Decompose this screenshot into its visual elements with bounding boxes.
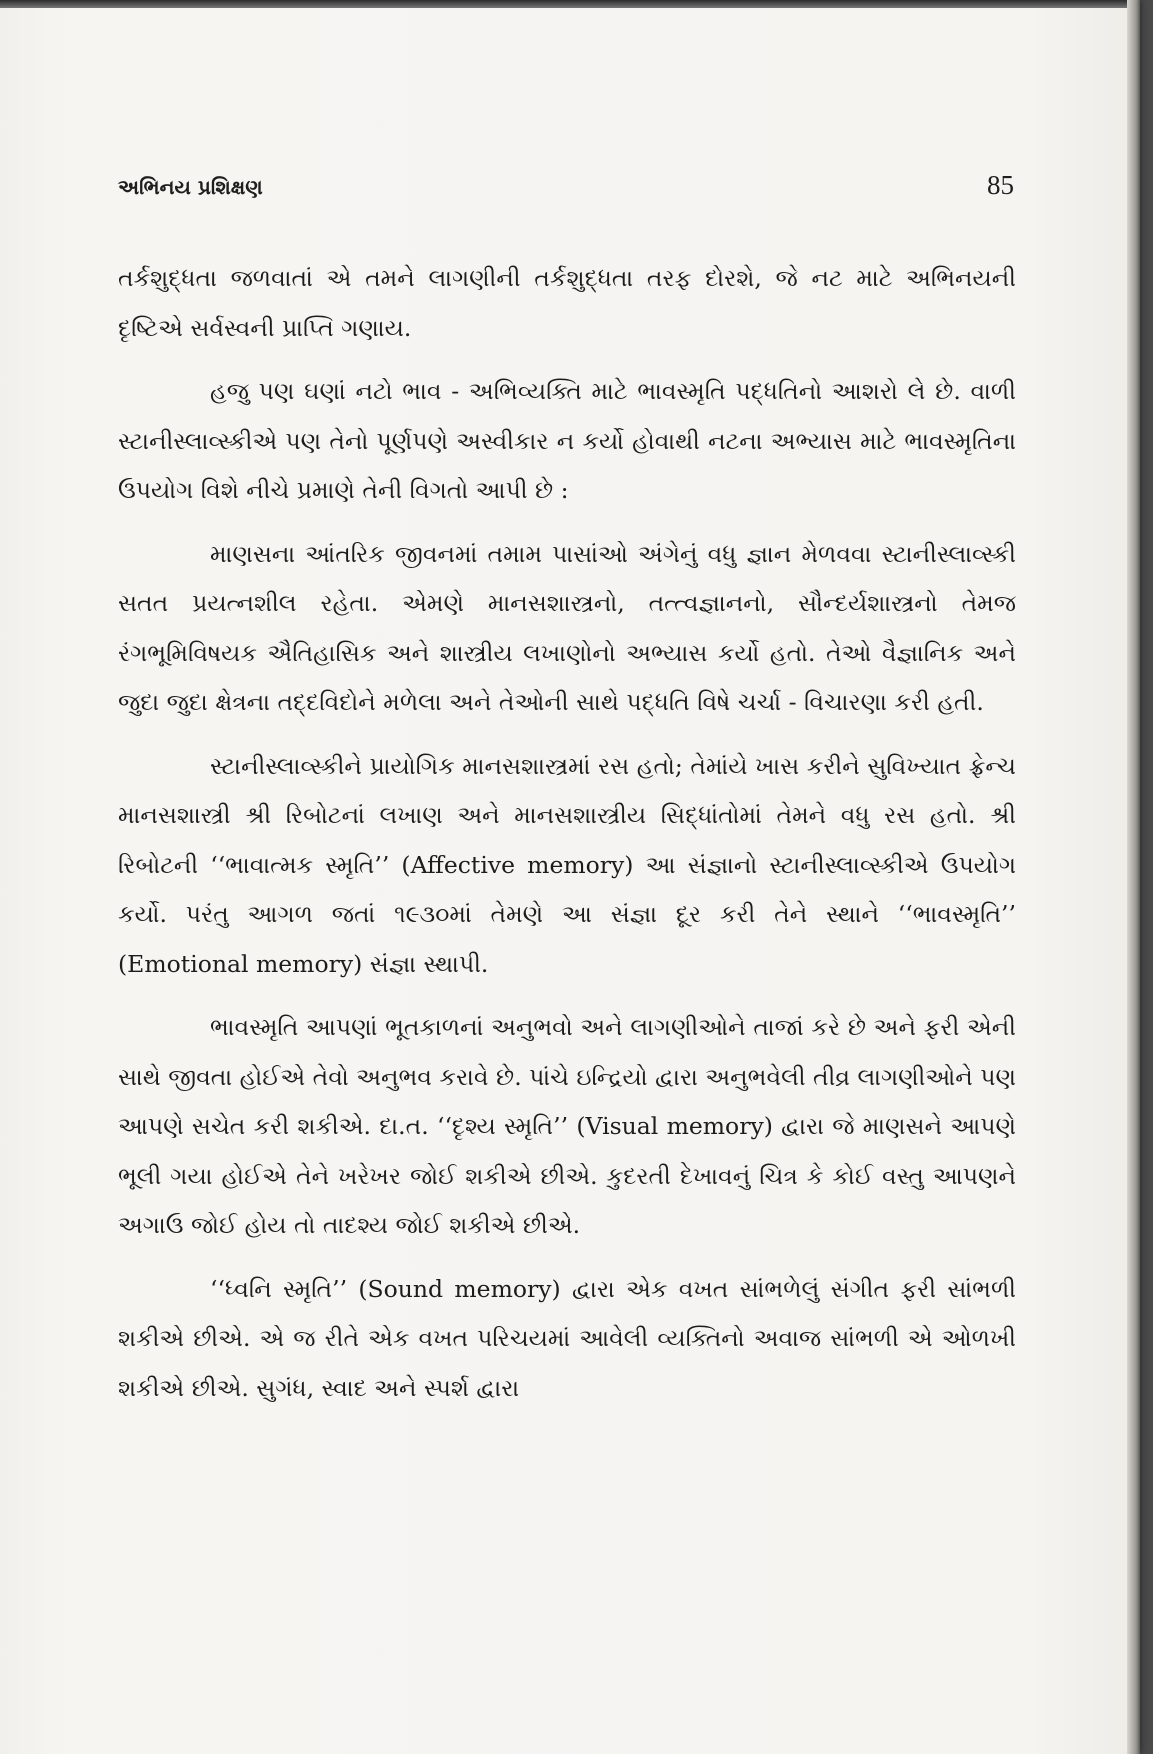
- paragraph-1: તર્કશુદ્ધતા જળવાતાં એ તમને લાગણીની તર્કશુદ્ધતા તરફ દોરશે, જે નટ માટે અભિનયની દૃષ્ટિએ સર્વસ્વની પ્રાપ્તિ ગણાય.: [118, 264, 1016, 342]
- paragraph-5: ભાવસ્મૃતિ આપણાં ભૂતકાળનાં અનુભવો અને લાગણીઓને તાજાં કરે છે અને ફરી એની સાથે જીવતા હોઈએ તેવો અનુભવ કરાવે છે. પાંચે ઇન્દ્રિયો દ્વારા અનુભવેલી તીવ્ર લાગણીઓને પણ આપણે સચેત કરી શકીએ. દા.ત. ‘‘દૃશ્ય સ્મૃતિ’’ (Visual memory) દ્વારા જે માણસને આપણે ભૂલી ગયા હોઈએ તેને ખરેખર જોઈ શકીએ છીએ. કુદરતી દેખાવનું ચિત્ર કે કોઈ વસ્તુ આપણને અગાઉ જોઈ હોય તો તાદશ્ય જોઈ શકીએ છીએ.: [118, 1013, 1016, 1239]
- paragraph-6: ‘‘ધ્વનિ સ્મૃતિ’’ (Sound memory) દ્વારા એક વખત સાંભળેલું સંગીત ફરી સાંભળી શકીએ છીએ. એ જ રીતે એક વખત પરિચયમાં આવેલી વ્યક્તિનો અવાજ સાંભળી એ ઓળખી શકીએ છીએ. સુગંધ, સ્વાદ અને સ્પર્શ દ્વારા: [118, 1274, 1016, 1402]
- paragraph-2: હજુ પણ ઘણાં નટો ભાવ - અભિવ્યક્તિ માટે ભાવસ્મૃતિ પદ્ધતિનો આશરો લે છે. વાળી સ્ટાનીસ્લાવ્સ્કીએ પણ તેનો પૂર્ણપણે અસ્વીકાર ન કર્યો હોવાથી નટના અભ્યાસ માટે ભાવસ્મૃતિના ઉપયોગ વિશે નીચે પ્રમાણે તેની વિગતો આપી છે :: [118, 377, 1016, 504]
- page-header: [118, 170, 1014, 210]
- paragraph-4: સ્ટાનીસ્લાવ્સ્કીને પ્રાયોગિક માનસશાસ્ત્રમાં રસ હતો; તેમાંયે ખાસ કરીને સુવિખ્યાત ફ્રેન્ચ માનસશાસ્ત્રી શ્રી રિબોટનાં લખાણ અને માનસશાસ્ત્રીય સિદ્ધાંતોમાં તેમને વધુ રસ હતો. શ્રી રિબોટની ‘‘ભાવાત્મક સ્મૃતિ’’ (Affective memory) આ સંજ્ઞાનો સ્ટાનીસ્લાવ્સ્કીએ ઉપયોગ કર્યો. પરંતુ આગળ જતાં ૧૯૩૦માં તેમણે આ સંજ્ઞા દૂર કરી તેને સ્થાને ‘‘ભાવસ્મૃતિ’’ (Emotional memory) સંજ્ઞા સ્થાપી.: [118, 751, 1016, 978]
- running-head: અભિનય પ્રશિક્ષણ: [118, 175, 263, 199]
- body-text: [118, 254, 1016, 1427]
- top-shadow-band: [0, 0, 1140, 8]
- paragraph-3: માણસના આંતરિક જીવનમાં તમામ પાસાંઓ અંગેનું વધુ જ્ઞાન મેળવવા સ્ટાનીસ્લાવ્સ્કી સતત પ્રયત્નશીલ રહેતા. એમણે માનસશાસ્ત્રનો, તત્ત્વજ્ઞાનનો, સૌન્દર્યશાસ્ત્રનો તેમજ રંગભૂમિવિષયક ઐતિહાસિક અને શાસ્ત્રીય લખાણોનો અભ્યાસ કર્યો હતો. તેઓ વૈજ્ઞાનિક અને જુદા જુદા ક્ષેત્રના તદ્દવિદોને મળેલા અને તેઓની સાથે પદ્ધતિ વિષે ચર્ચા - વિચારણા કરી હતી.: [118, 539, 1016, 716]
- page-number: 85: [987, 170, 1014, 200]
- page-edge: [1127, 0, 1140, 1754]
